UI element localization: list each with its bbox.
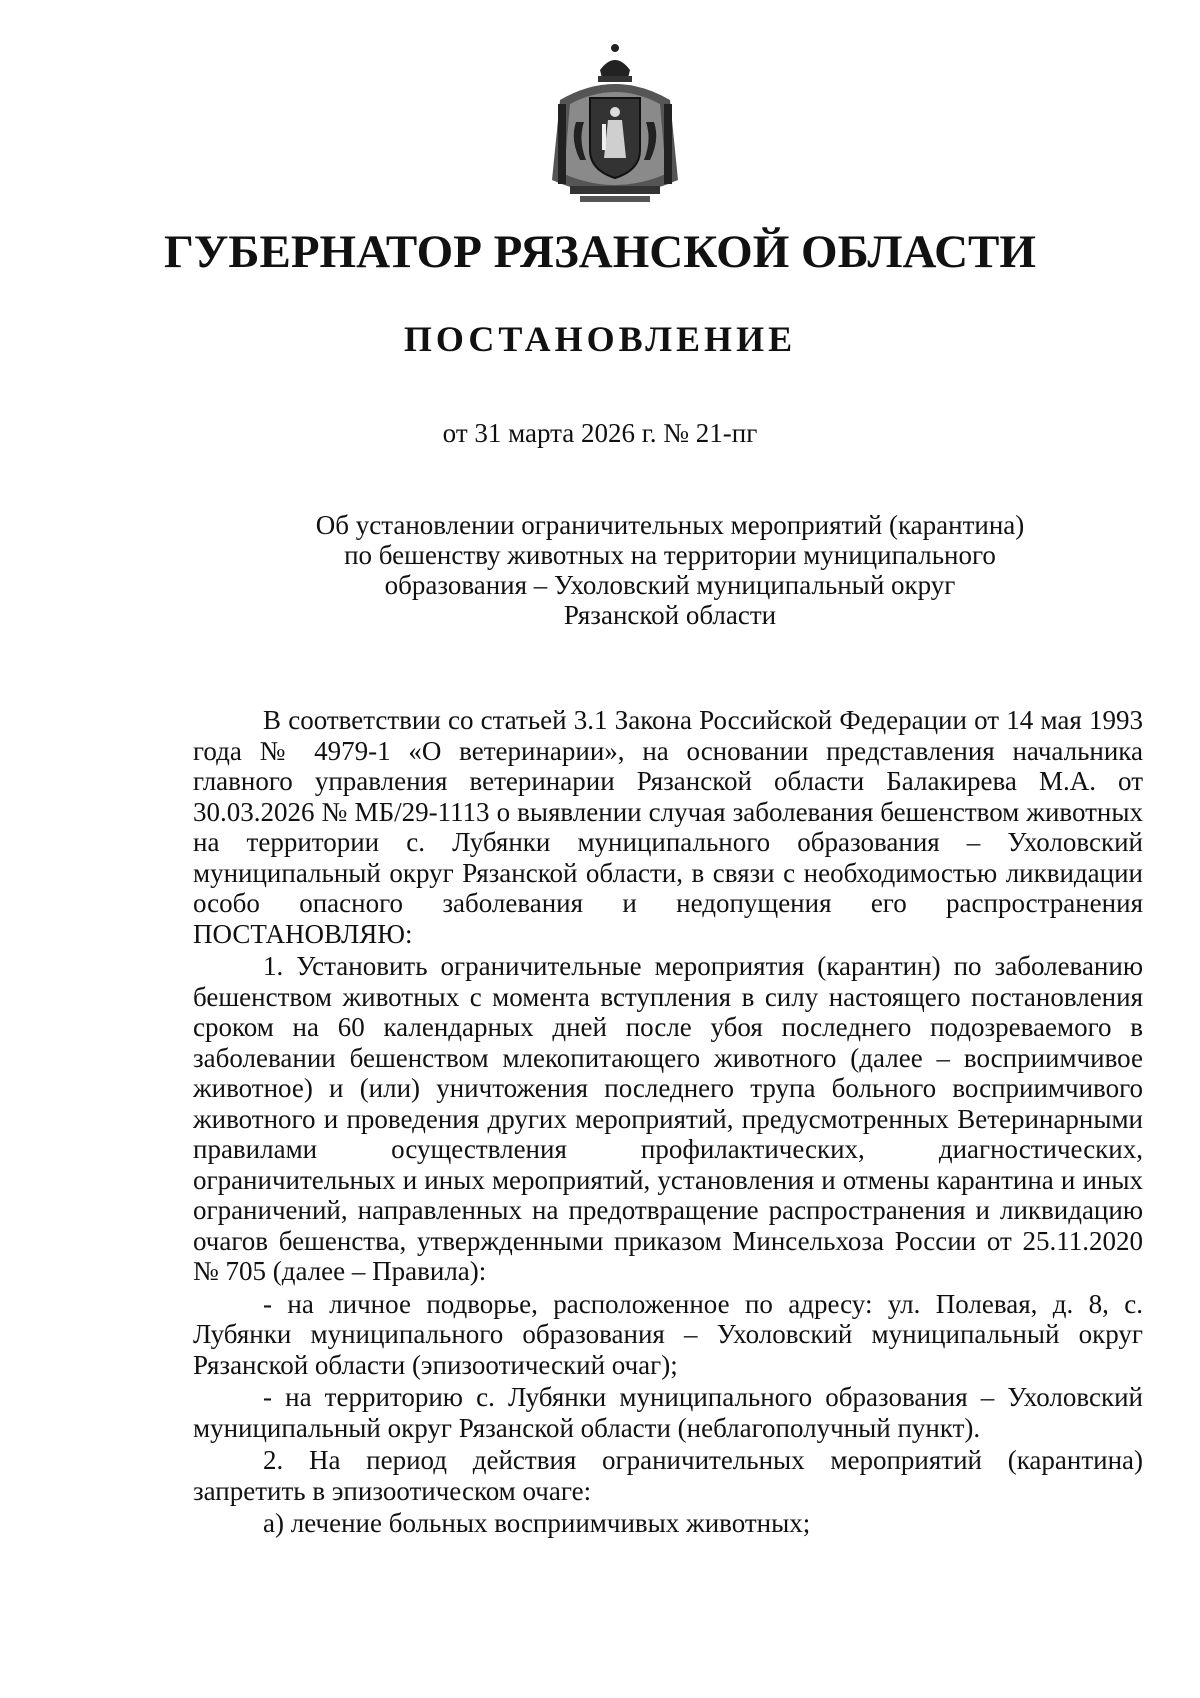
subject-line: Рязанской области <box>563 600 777 630</box>
subject-line: по бешенству животных на территории муниципального <box>344 540 996 570</box>
clause-2-item: а) лечение больных восприимчивых животных; <box>263 1508 811 1538</box>
document-date-number: от 31 марта 2026 г. № 21-пг <box>442 418 758 448</box>
subject-line: Об установлении ограничительных мероприятий (карантина) <box>315 510 1025 540</box>
clause-1-item: - на личное подворье, расположенное по адресу: ул. Полевая, д. 8, с. Лубянки муниципального образования – Ухоловский муниципальный округ Рязанской области (эпизоотический очаг); <box>193 1288 1143 1380</box>
document-type: ПОСТАНОВЛЕНИЕ <box>403 319 797 359</box>
authority-title: ГУБЕРНАТОР РЯЗАНСКОЙ ОБЛАСТИ <box>164 226 1036 278</box>
document-subject <box>270 510 1070 630</box>
clause-2-paragraph: 2. На период действия ограничительных мероприятий (карантина) запретить в эпизоотическом очаге: <box>193 1445 1143 1506</box>
subject-line: образования – Ухоловский муниципальный округ <box>384 570 956 600</box>
document-body <box>193 705 1143 1541</box>
clause-1-item: - на территорию с. Лубянки муниципального образования – Ухоловский муниципальный округ Рязанской области (неблагополучный пункт). <box>193 1382 1143 1443</box>
clause-1-paragraph: 1. Установить ограничительные мероприятия (карантин) по заболеванию бешенством животных с момента вступления в силу настоящего постановления сроком на 60 календарных дней после убоя последнего подозреваемого в заболевании бешенством млекопитающего животного (далее – восприимчивое животное) и (или) уничтожения последнего трупа больного восприимчивого животного и проведения других мероприятий, предусмотренных Ветеринарными правилами осуществления профилактических, диагностических, ограничительных и иных мероприятий, установления и отмены карантина и иных ограничений, направленных на предотвращение распространения и ликвидацию очагов бешенства, утвержденными приказом Минсельхоза России от 25.11.2020 № 705 (далее – Правила): <box>193 951 1143 1286</box>
preamble-paragraph: В соответствии со статьей 3.1 Закона Российской Федерации от 14 мая 1993 года № 4979-1 «О ветеринарии», на основании представления начальника главного управления ветеринарии Рязанской области Балакирева М.А. от 30.03.2026 № МБ/29-1113 о выявлении случая заболевания бешенством животных на территории с. Лубянки муниципального образования – Ухоловский муниципальный округ Рязанской области, в связи с необходимостью ликвидации особо опасного заболевания и недопущения его распространения ПОСТАНОВЛЯЮ: <box>193 705 1143 949</box>
coat-of-arms-icon <box>540 40 690 210</box>
